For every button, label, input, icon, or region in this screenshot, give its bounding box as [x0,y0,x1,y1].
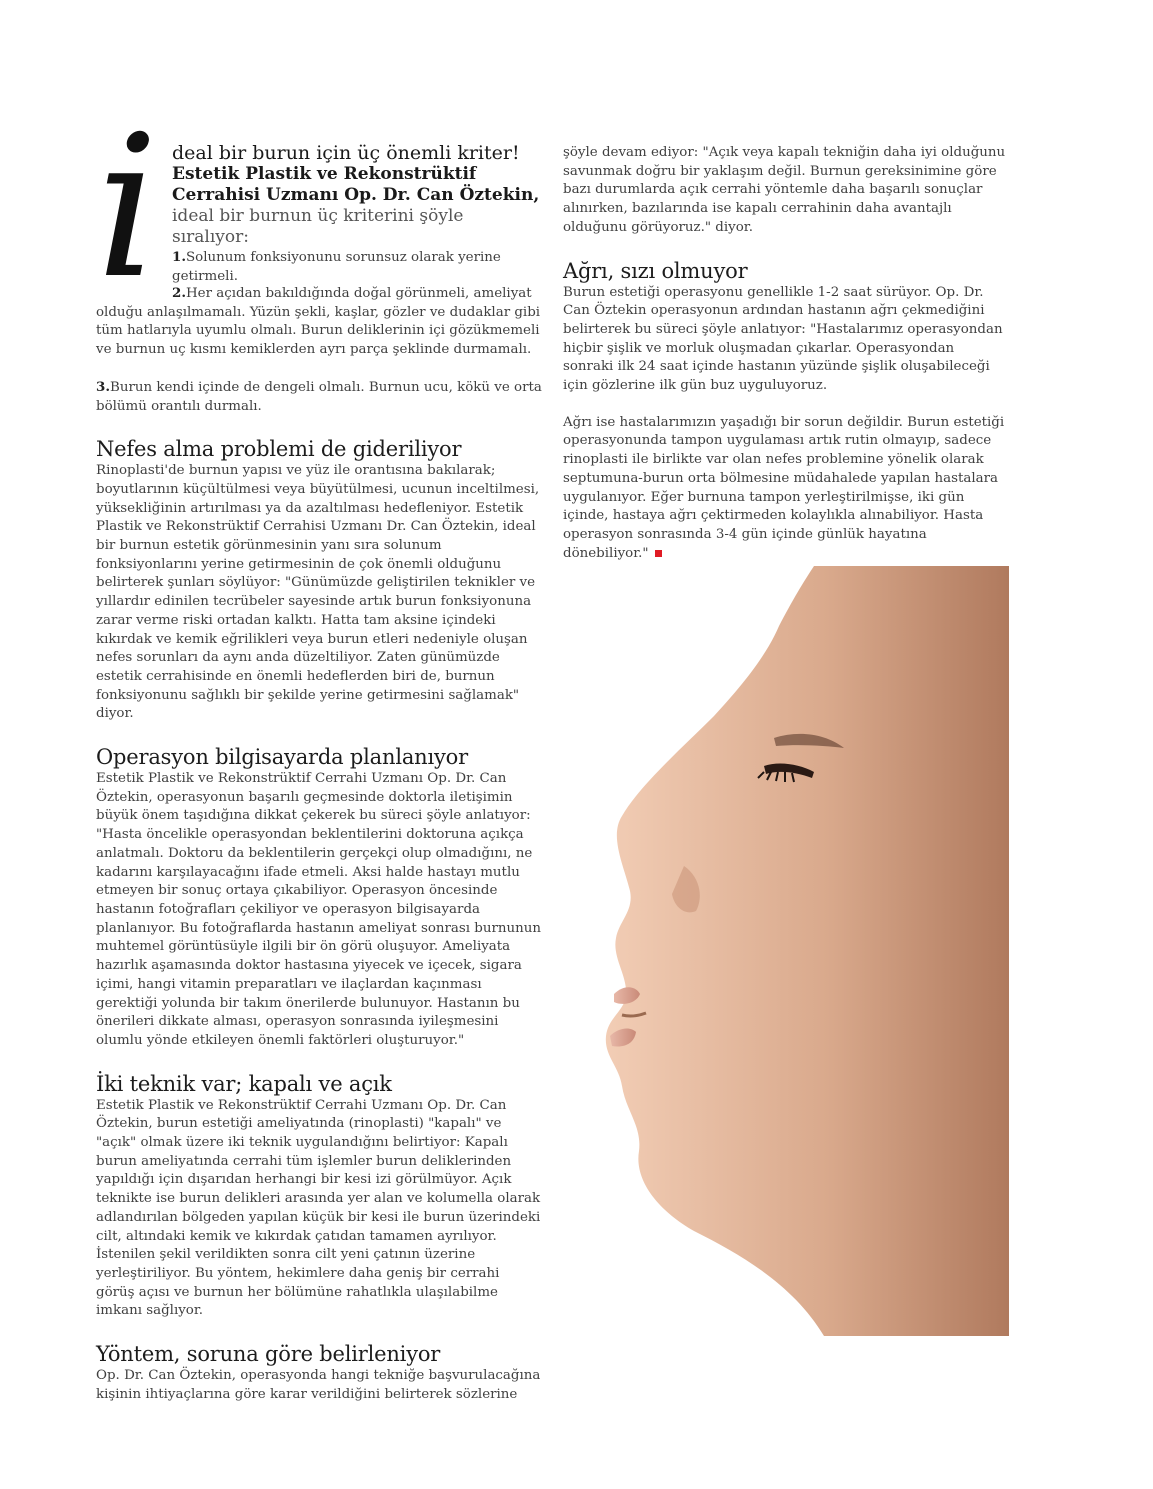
section-body: Estetik Plastik ve Rekonstrüktif Cerrahi Uzmanı Op. Dr. Can Öztekin, operasyonun başarılı geçmesinde doktorla iletişimin büyük önem taşıdığına dikkat çekerek bu süreci şöyle anlatıyor: "Hasta öncelikle operasyondan beklentilerini doktoruna açıkça anlatmalı. Doktoru da beklentilerin gerçekçi olup olmadığını, ne kadarını karşılayacağını ifade etmeli. Aksi halde hastayı mutlu etmeyen bir sonuç ortaya çıkabiliyor. Operasyon öncesinde hastanın fotoğrafları çekiliyor ve operasyon bilgisayarda planlanıyor. Bu fotoğraflarda hastanın ameliyat sonrası burnunun muhtemel görüntüsüyle ilgili bir ön görü oluşuyor. Ameliyata hazırlık aşamasında doktor hastasına yiyecek ve içecek, sigara içimi, hangi vitamin preparatları ve ilaçlardan kaçınması gerektiği yolunda bir takım önerilerde bulunuyor. Hastanın bu önerileri dikkate alması, operasyon sonrasında iyileşmesini olumlu yönde etkileyen önemli faktörleri oluşturuyor." [96,771,542,1048]
end-mark-icon [655,550,662,557]
section-heading: Ağrı, sızı olmuyor [563,258,748,283]
subtitle-rest: ideal bir burnun üç kriterini şöyle sıralıyor: [172,206,464,247]
section-body: Op. Dr. Can Öztekin, operasyonda hangi tekniğe başvurulacağına kişinin ihtiyaçlarına göre karar verildiğini belirterek sözlerine [96,1368,541,1402]
criterion-2-number: 2. [172,285,186,301]
criterion-3-number: 3. [96,378,110,395]
intro-body [172,142,544,286]
left-column [96,94,542,1404]
face-profile-image [564,566,1009,1336]
section-heading: Operasyon bilgisayarda planlanıyor [96,745,468,770]
section-heading: Nefes alma problemi de gideriliyor [96,437,462,462]
section-heading: Yöntem, soruna göre belirleniyor [96,1342,441,1367]
continued-body: şöyle devam ediyor: "Açık veya kapalı tekniğin daha iyi olduğunu savunmak doğru bir yaklaşım değil. Burnun gereksinimine göre bazı durumlarda açık cerrahi yöntemle daha başarılı sonuçlar alınırken, bazılarında ise kapalı cerrahinin daha avantajlı olduğunu görüyoruz." diyor. [563,145,1006,235]
criterion-2-text: Her açıdan bakıldığında doğal görünmeli, ameliyat olduğu anlaşılmamalı. Yüzün şekli, kaşlar, gözler ve dudaklar gibi tüm hatlarıyla uyumlu olmalı. Burun deliklerinin içi gözükmemeli ve burnun uç kısmı kemiklerden ayrı parça şeklinde durmamalı. [96,286,541,358]
section-body-end [563,414,1007,564]
profile-photo [564,566,1009,1336]
section-body: Rinoplasti'de burnun yapısı ve yüz ile orantısına bakılarak; boyutlarının küçültülmesi veya büyütülmesi, ucunun inceltilmesi, yüksekliğinin artırılması ya da azaltılması hedefleniyor. Estetik Plastik ve Rekonstrüktif Cerrahisi Uzmanı Dr. Can Öztekin, ideal bir burnun estetik görünmesinin yanı sıra solunum fonksiyonlarını yerine getirmesinin de çok önemli olduğunu belirterek şunları söylüyor: "Günümüzde geliştirilen teknikler ve yıllardır edinilen tecrübeler sayesinde artık burun fonksiyonuna zarar verme riski ortadan kalktı. Hatta tam aksine içindeki kıkırdak ve kemik eğrilikleri veya burun etleri nedeniyle oluşan nefes sorunları da aynı anda düzeltiliyor. Zaten günümüzde estetik cerrahisinde en önemli hedeflerden biri de, burnun fonksiyonunu sağlıklı bir şekilde yerine getirmesini sağlamak" diyor. [96,463,540,722]
section-nefes [96,436,542,724]
criterion-2 [96,284,542,360]
section-teknik [96,1071,542,1321]
section-yontem [96,1341,542,1404]
section-body: Burun estetiği operasyonu genellikle 1-2 saat sürüyor. Op. Dr. Can Öztekin operasyonun ardından hastanın ağrı çekmediğini belirterek bu süreci şöyle anlatıyor: "Hastalarımız operasyondan hiçbir şişlik ve morluk oluşmadan çıkarlar. Operasyondan sonraki ilk 24 saat içinde hastanın yüzünde şişlik oluşabileceği için gözlerine ilk gün buz uyguluyoruz. [563,284,1003,394]
section-body: Estetik Plastik ve Rekonstrüktif Cerrahi Uzmanı Op. Dr. Can Öztekin, burun estetiği ameliyatında (rinoplasti) "kapalı" ve "açık" olmak üzere iki teknik uygulandığını belirtiyor: Kapalı burun ameliyatında cerrahi tüm işlemler burun deliklerinden yapıldığı için dışarıdan herhangi bir kesi izi görülmüyor. Açık teknikte ise burun delikleri arasında yer alan ve kolumella olarak adlandırılan bölgeden yapılan küçük bir kesi ile burun üzerindeki cilt, altındaki kemik ve kıkırdak çatıdan tamamen ayrılıyor. İstenilen şekil verildikten sonra cilt yeni çatının üzerine yerleştiriliyor. Bu yöntem, hekimlere daha geniş bir cerrahi görüş açısı ve burnun her bölümüne rahatlıkla ulaşılabilme imkanı sağlıyor. [96,1097,541,1319]
criterion-3 [96,378,542,416]
right-column [563,144,1007,563]
closing-text: Ağrı ise hastalarımızın yaşadığı bir sorun değildir. Burun estetiği operasyonunda tampon uygulaması artık rutin olmayıp, sadece rinoplasti ile birlikte var olan nefes problemine yönelik olarak septumuna-burun orta bölmesine müdahalede yapılan hastalara uygulanıyor. Eğer burnuna tampon yerleştirilmişse, iki gün içinde, hastaya ağrı çektirmeden kolaylıkla alınabiliyor. Hasta operasyon sonrasında 3-4 gün içinde günlük hayatına dönebiliyor." [563,414,1005,561]
article-subtitle [172,164,544,248]
article-title: deal bir burun için üç önemli kriter! [172,142,520,164]
criterion-1-number: 1. [172,249,186,265]
section-heading: İki teknik var; kapalı ve açık [96,1071,392,1096]
section-operasyon [96,744,542,1051]
criterion-1-text: Solunum fonksiyonunu sorunsuz olarak yerine getirmeli. [172,250,501,284]
criterion-3-text: Burun kendi içinde de dengeli olmalı. Burnun ucu, kökü ve orta bölümü orantılı durmalı. [96,379,542,414]
drop-cap: i [96,94,159,322]
subtitle-bold: Estetik Plastik ve Rekonstrüktif Cerrahisi Uzmanı Op. Dr. Can Öztekin, [172,164,540,205]
criterion-1 [172,248,544,286]
section-agri [563,258,1007,564]
